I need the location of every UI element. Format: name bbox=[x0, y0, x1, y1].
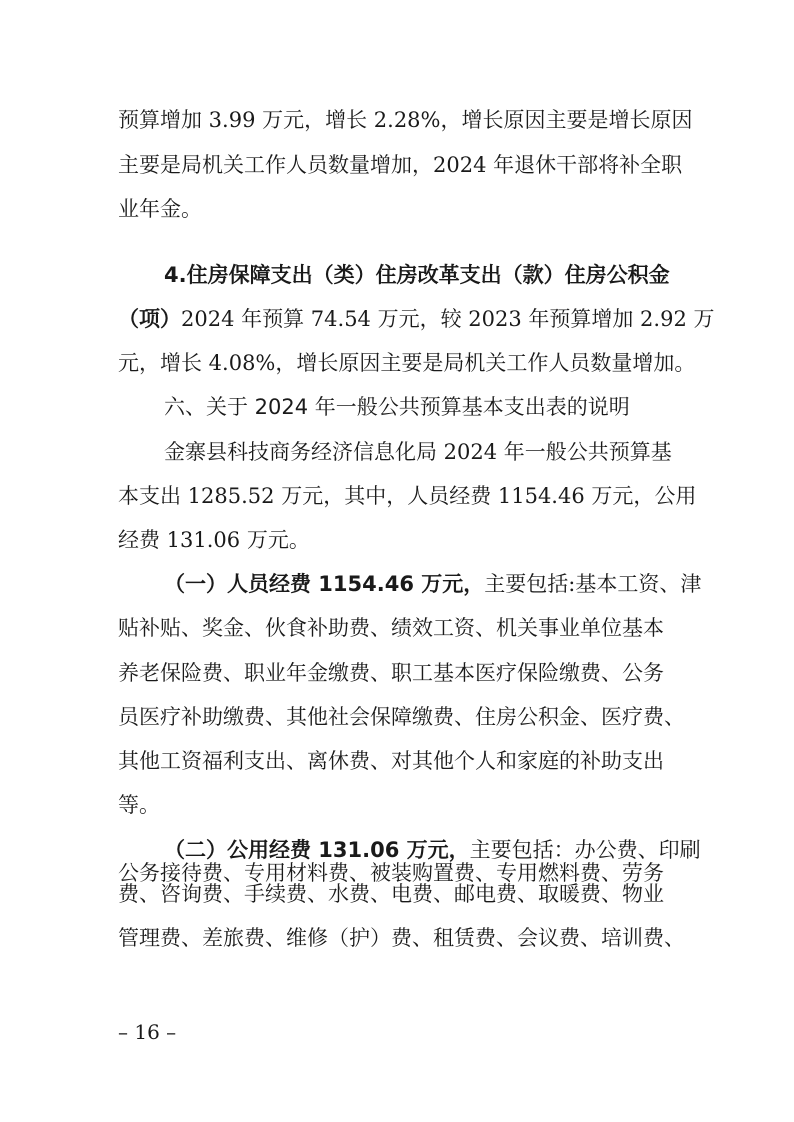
subheading-public: （二）公用经费 131.06 万元， bbox=[164, 838, 470, 862]
page-number: – 16 – bbox=[118, 1020, 177, 1044]
paragraph-line: 公务接待费、专用材料费、被装购置费、专用燃料费、劳务 bbox=[118, 861, 664, 885]
paragraph-line: 费、咨询费、手续费、水费、电费、邮电费、取暖费、物业 bbox=[118, 882, 664, 906]
paragraph-line: 员医疗补助缴费、其他社会保障缴费、住房公积金、医疗费、 bbox=[118, 705, 685, 729]
paragraph-line: 业年金。 bbox=[118, 197, 202, 221]
paragraph-line bbox=[164, 570, 701, 598]
subheading-personnel: （一）人员经费 1154.46 万元， bbox=[164, 572, 485, 596]
subheading-housing: 4.住房保障支出（类）住房改革支出（款）住房公积金 bbox=[164, 263, 670, 287]
paragraph-text: 2024 年预算 74.54 万元，较 2023 年预算增加 2.92 万 bbox=[181, 307, 715, 331]
paragraph-line: 等。 bbox=[118, 793, 160, 817]
paragraph-line: 养老保险费、职业年金缴费、职工基本医疗保险缴费、公务 bbox=[118, 661, 664, 685]
paragraph-line: 金寨县科技商务经济信息化局 2024 年一般公共预算基 bbox=[164, 440, 672, 464]
paragraph-line: 经费 131.06 万元。 bbox=[118, 528, 310, 552]
paragraph-line: 其他工资福利支出、离休费、对其他个人和家庭的补助支出 bbox=[118, 749, 664, 773]
paragraph-line: 元，增长 4.08%，增长原因主要是局机关工作人员数量增加。 bbox=[118, 351, 696, 375]
subheading-housing-cont: （项） bbox=[118, 307, 181, 331]
paragraph-line: 管理费、差旅费、维修（护）费、租赁费、会议费、培训费、 bbox=[118, 926, 685, 950]
paragraph-line: 贴补贴、奖金、伙食补助费、绩效工资、机关事业单位基本 bbox=[118, 616, 664, 640]
paragraph-line: 预算增加 3.99 万元，增长 2.28%，增长原因主要是增长原因 bbox=[118, 108, 693, 132]
paragraph-text: 主要包括：办公费、印刷 bbox=[469, 838, 701, 862]
paragraph-line: 本支出 1285.52 万元，其中，人员经费 1154.46 万元，公用 bbox=[118, 484, 697, 508]
paragraph-text: 主要包括:基本工资、津 bbox=[484, 572, 702, 596]
paragraph-line: 主要是局机关工作人员数量增加，2024 年退休干部将补全职 bbox=[118, 153, 683, 177]
paragraph-line bbox=[118, 305, 715, 333]
section-heading-6: 六、关于 2024 年一般公共预算基本支出表的说明 bbox=[164, 395, 630, 419]
